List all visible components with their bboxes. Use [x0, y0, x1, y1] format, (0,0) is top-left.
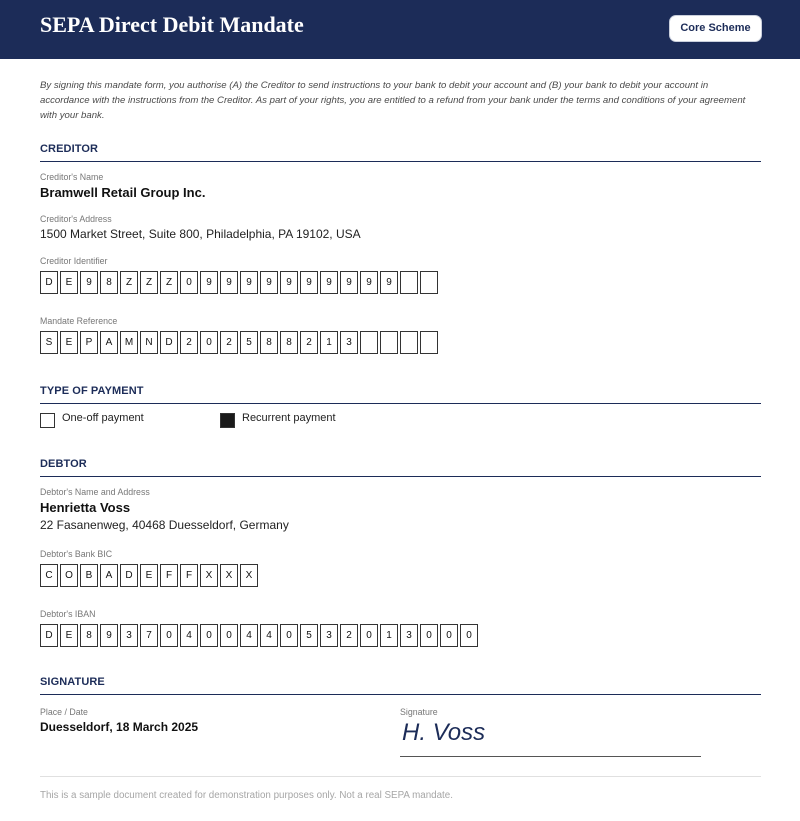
- mandate-reference-char-box: 3: [340, 331, 358, 354]
- creditor-identifier-char-box: D: [40, 271, 58, 294]
- debtor-name: Henrietta Voss: [40, 500, 131, 515]
- debtor-bic-char-box: B: [80, 564, 98, 587]
- debtor-iban-boxes: [40, 624, 480, 647]
- mandate-reference-char-box: 0: [200, 331, 218, 354]
- creditor-identifier-char-box: 9: [240, 271, 258, 294]
- debtor-iban-char-box: 4: [180, 624, 198, 647]
- page-title: SEPA Direct Debit Mandate: [40, 12, 304, 37]
- footer-divider: [40, 776, 761, 777]
- debtor-bic-char-box: F: [180, 564, 198, 587]
- creditor-identifier-char-box: Z: [140, 271, 158, 294]
- creditor-identifier-char-box: 9: [260, 271, 278, 294]
- mandate-reference-char-box: 5: [240, 331, 258, 354]
- creditor-identifier-char-box: 9: [340, 271, 358, 294]
- debtor-iban-char-box: 0: [440, 624, 458, 647]
- creditor-identifier-char-box: E: [60, 271, 78, 294]
- creditor-identifier-char-box: [400, 271, 418, 294]
- header-bar: [0, 0, 800, 59]
- creditor-address-label: Creditor's Address: [40, 214, 112, 224]
- creditor-identifier-char-box: 8: [100, 271, 118, 294]
- section-title-creditor: CREDITOR: [40, 143, 761, 162]
- creditor-identifier-char-box: 9: [280, 271, 298, 294]
- creditor-identifier-label: Creditor Identifier: [40, 256, 108, 266]
- debtor-iban-char-box: D: [40, 624, 58, 647]
- scheme-badge: Core Scheme: [669, 15, 762, 42]
- signature-line: [400, 756, 701, 757]
- section-title-debtor: DEBTOR: [40, 458, 761, 477]
- debtor-iban-char-box: 0: [160, 624, 178, 647]
- debtor-iban-char-box: 4: [240, 624, 258, 647]
- creditor-address: 1500 Market Street, Suite 800, Philadelphia, PA 19102, USA: [40, 227, 361, 241]
- recurrent-payment-label: Recurrent payment: [242, 412, 336, 424]
- mandate-reference-char-box: D: [160, 331, 178, 354]
- debtor-bic-label: Debtor's Bank BIC: [40, 549, 113, 559]
- one-off-payment-label: One-off payment: [62, 412, 144, 424]
- mandate-reference-char-box: 1: [320, 331, 338, 354]
- creditor-identifier-char-box: 9: [220, 271, 238, 294]
- creditor-identifier-char-box: 9: [360, 271, 378, 294]
- mandate-reference-char-box: 8: [280, 331, 298, 354]
- creditor-identifier-char-box: Z: [120, 271, 138, 294]
- place-date-value: Duesseldorf, 18 March 2025: [40, 720, 199, 734]
- creditor-name: Bramwell Retail Group Inc.: [40, 185, 206, 200]
- creditor-identifier-char-box: 0: [180, 271, 198, 294]
- signature-label: Signature: [400, 707, 438, 717]
- debtor-iban-char-box: 0: [220, 624, 238, 647]
- mandate-intro-text: By signing this mandate form, you authorise (A) the Creditor to send instructions to your bank to debit your account and (B) your bank to debit your account in accordance with the instructions from the Creditor. As part of your rights, you are entitled to a refund from your bank under the terms and conditions of your agreement with your bank.: [40, 80, 746, 121]
- debtor-iban-char-box: 2: [340, 624, 358, 647]
- mandate-reference-boxes: [40, 331, 440, 354]
- debtor-bic-char-box: X: [240, 564, 258, 587]
- signature-handwriting: H. Voss: [402, 719, 486, 746]
- one-off-payment-checkbox[interactable]: [40, 413, 55, 428]
- creditor-identifier-char-box: 9: [300, 271, 318, 294]
- mandate-reference-char-box: 8: [260, 331, 278, 354]
- debtor-address: 22 Fasanenweg, 40468 Duesseldorf, Germany: [40, 518, 289, 532]
- place-date-label: Place / Date: [40, 707, 88, 717]
- section-title-payment-type: TYPE OF PAYMENT: [40, 385, 761, 404]
- creditor-identifier-char-box: 9: [380, 271, 398, 294]
- debtor-bic-char-box: X: [200, 564, 218, 587]
- debtor-bic-char-box: O: [60, 564, 78, 587]
- creditor-identifier-char-box: 9: [200, 271, 218, 294]
- debtor-bic-char-box: A: [100, 564, 118, 587]
- mandate-reference-char-box: M: [120, 331, 138, 354]
- mandate-reference-char-box: S: [40, 331, 58, 354]
- debtor-name-label: Debtor's Name and Address: [40, 487, 150, 497]
- creditor-identifier-char-box: Z: [160, 271, 178, 294]
- creditor-identifier-char-box: 9: [80, 271, 98, 294]
- creditor-name-label: Creditor's Name: [40, 172, 104, 182]
- mandate-reference-char-box: [380, 331, 398, 354]
- mandate-reference-char-box: 2: [220, 331, 238, 354]
- debtor-iban-char-box: 0: [200, 624, 218, 647]
- debtor-iban-char-box: 3: [320, 624, 338, 647]
- mandate-reference-char-box: [400, 331, 418, 354]
- debtor-iban-char-box: 0: [420, 624, 438, 647]
- debtor-iban-char-box: 7: [140, 624, 158, 647]
- debtor-bic-boxes: [40, 564, 260, 587]
- recurrent-payment-checkbox[interactable]: [220, 413, 235, 428]
- debtor-iban-char-box: E: [60, 624, 78, 647]
- mandate-reference-char-box: [360, 331, 378, 354]
- debtor-iban-char-box: 0: [460, 624, 478, 647]
- debtor-iban-char-box: 9: [100, 624, 118, 647]
- mandate-reference-char-box: N: [140, 331, 158, 354]
- debtor-iban-char-box: 4: [260, 624, 278, 647]
- creditor-identifier-char-box: 9: [320, 271, 338, 294]
- creditor-identifier-boxes: [40, 271, 440, 294]
- debtor-bic-char-box: D: [120, 564, 138, 587]
- debtor-iban-char-box: 3: [400, 624, 418, 647]
- debtor-bic-char-box: X: [220, 564, 238, 587]
- debtor-iban-char-box: 0: [280, 624, 298, 647]
- creditor-identifier-char-box: [420, 271, 438, 294]
- debtor-bic-char-box: C: [40, 564, 58, 587]
- mandate-reference-char-box: E: [60, 331, 78, 354]
- footer-disclaimer: This is a sample document created for demonstration purposes only. Not a real SEPA mandate.: [40, 790, 453, 801]
- debtor-iban-char-box: 3: [120, 624, 138, 647]
- debtor-bic-char-box: E: [140, 564, 158, 587]
- debtor-iban-char-box: 5: [300, 624, 318, 647]
- mandate-reference-char-box: [420, 331, 438, 354]
- mandate-reference-char-box: 2: [180, 331, 198, 354]
- section-title-signature: SIGNATURE: [40, 676, 761, 695]
- mandate-reference-label: Mandate Reference: [40, 316, 118, 326]
- debtor-iban-char-box: 0: [360, 624, 378, 647]
- debtor-iban-char-box: 8: [80, 624, 98, 647]
- mandate-reference-char-box: 2: [300, 331, 318, 354]
- debtor-iban-label: Debtor's IBAN: [40, 609, 96, 619]
- debtor-bic-char-box: F: [160, 564, 178, 587]
- debtor-iban-char-box: 1: [380, 624, 398, 647]
- mandate-reference-char-box: A: [100, 331, 118, 354]
- mandate-reference-char-box: P: [80, 331, 98, 354]
